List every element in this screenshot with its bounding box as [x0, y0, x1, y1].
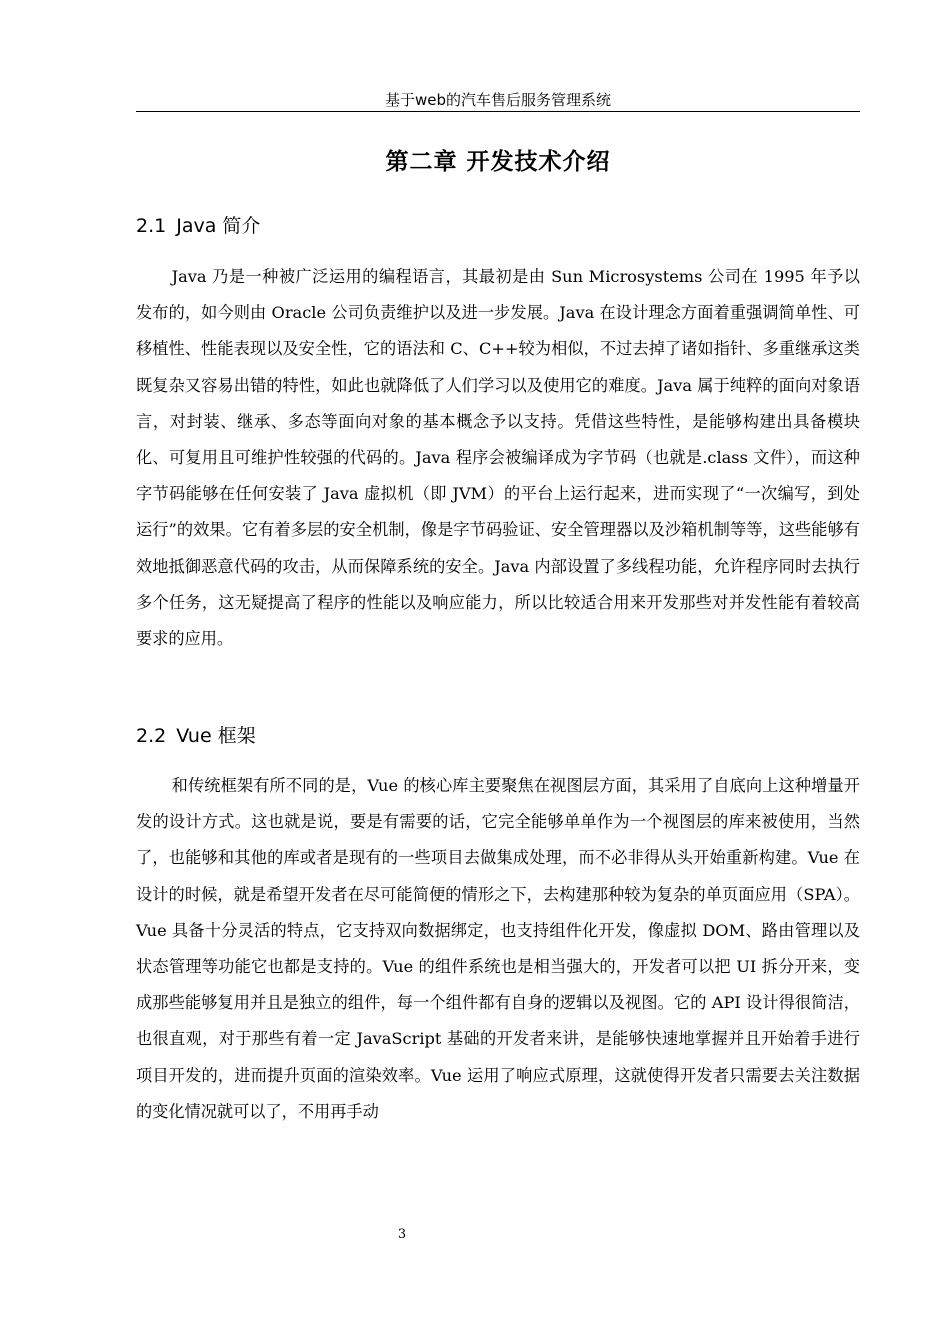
running-header: 基于web的汽车售后服务管理系统: [384, 91, 612, 109]
section-heading-vue: [136, 722, 256, 750]
paragraph-java-intro: Java 乃是一种被广泛运用的编程语言，其最初是由 Sun Microsystems 公司在 1995 年予以发布的，如今则由 Oracle 公司负责维护以及进一步发展。Java 在设计理念方面着重强调简单性、可移植性、性能表现以及安全性，它的语法和 C、C++较为相似，不过去掉了诸如指针、多重继承这类既复杂又容易出错的特性，如此也就降低了人们学习以及使用它的难度。Java 属于纯粹的面向对象语言，对封装、继承、多态等面向对象的基本概念予以支持。凭借这些特性，是能够构建出具备模块化、可复用且可维护性较强的代码的。Java 程序会被编译成为字节码（也就是.class 文件），而这种字节码能够在任何安装了 Java 虚拟机（即 JVM）的平台上运行起来，进而实现了“一次编写，到处运行”的效果。它有着多层的安全机制，像是字节码验证、安全管理器以及沙箱机制等等，这些能够有效地抵御恶意代码的攻击，从而保障系统的安全。Java 内部设置了多线程功能，允许程序同时去执行多个任务，这无疑提高了程序的性能以及响应能力，所以比较适合用来开发那些对并发性能有着较高要求的应用。: [136, 267, 860, 649]
chapter-title: 第二章 开发技术介绍: [385, 149, 611, 175]
section-heading-java: [136, 212, 260, 240]
section-number: 2.1: [136, 215, 167, 237]
section-title: Java 简介: [176, 215, 261, 237]
page-number: 3: [397, 1227, 407, 1242]
header-divider: [136, 111, 860, 112]
paragraph-vue-intro: 和传统框架有所不同的是，Vue 的核心库主要聚焦在视图层方面，其采用了自底向上这种增量开发的设计方式。这也就是说，要是有需要的话，它完全能够单单作为一个视图层的库来被使用，当然了，也能够和其他的库或者是现有的一些项目去做集成处理，而不必非得从头开始重新构建。Vue 在设计的时候，就是希望开发者在尽可能简便的情形之下，去构建那种较为复杂的单页面应用（SPA）。Vue 具备十分灵活的特点，它支持双向数据绑定，也支持组件化开发，像虚拟 DOM、路由管理以及状态管理等功能它也都是支持的。Vue 的组件系统也是相当强大的，开发者可以把 UI 拆分开来，变成那些能够复用并且是独立的组件，每一个组件都有自身的逻辑以及视图。它的 API 设计得很简洁，也很直观，对于那些有着一定 JavaScript 基础的开发者来讲，是能够快速地掌握并且开始着手进行项目开发的，进而提升页面的渲染效率。Vue 运用了响应式原理，这就使得开发者只需要去关注数据的变化情况就可以了，不用再手动: [136, 776, 860, 1121]
section-number: 2.2: [136, 725, 167, 747]
section-title: Vue 框架: [176, 725, 256, 747]
